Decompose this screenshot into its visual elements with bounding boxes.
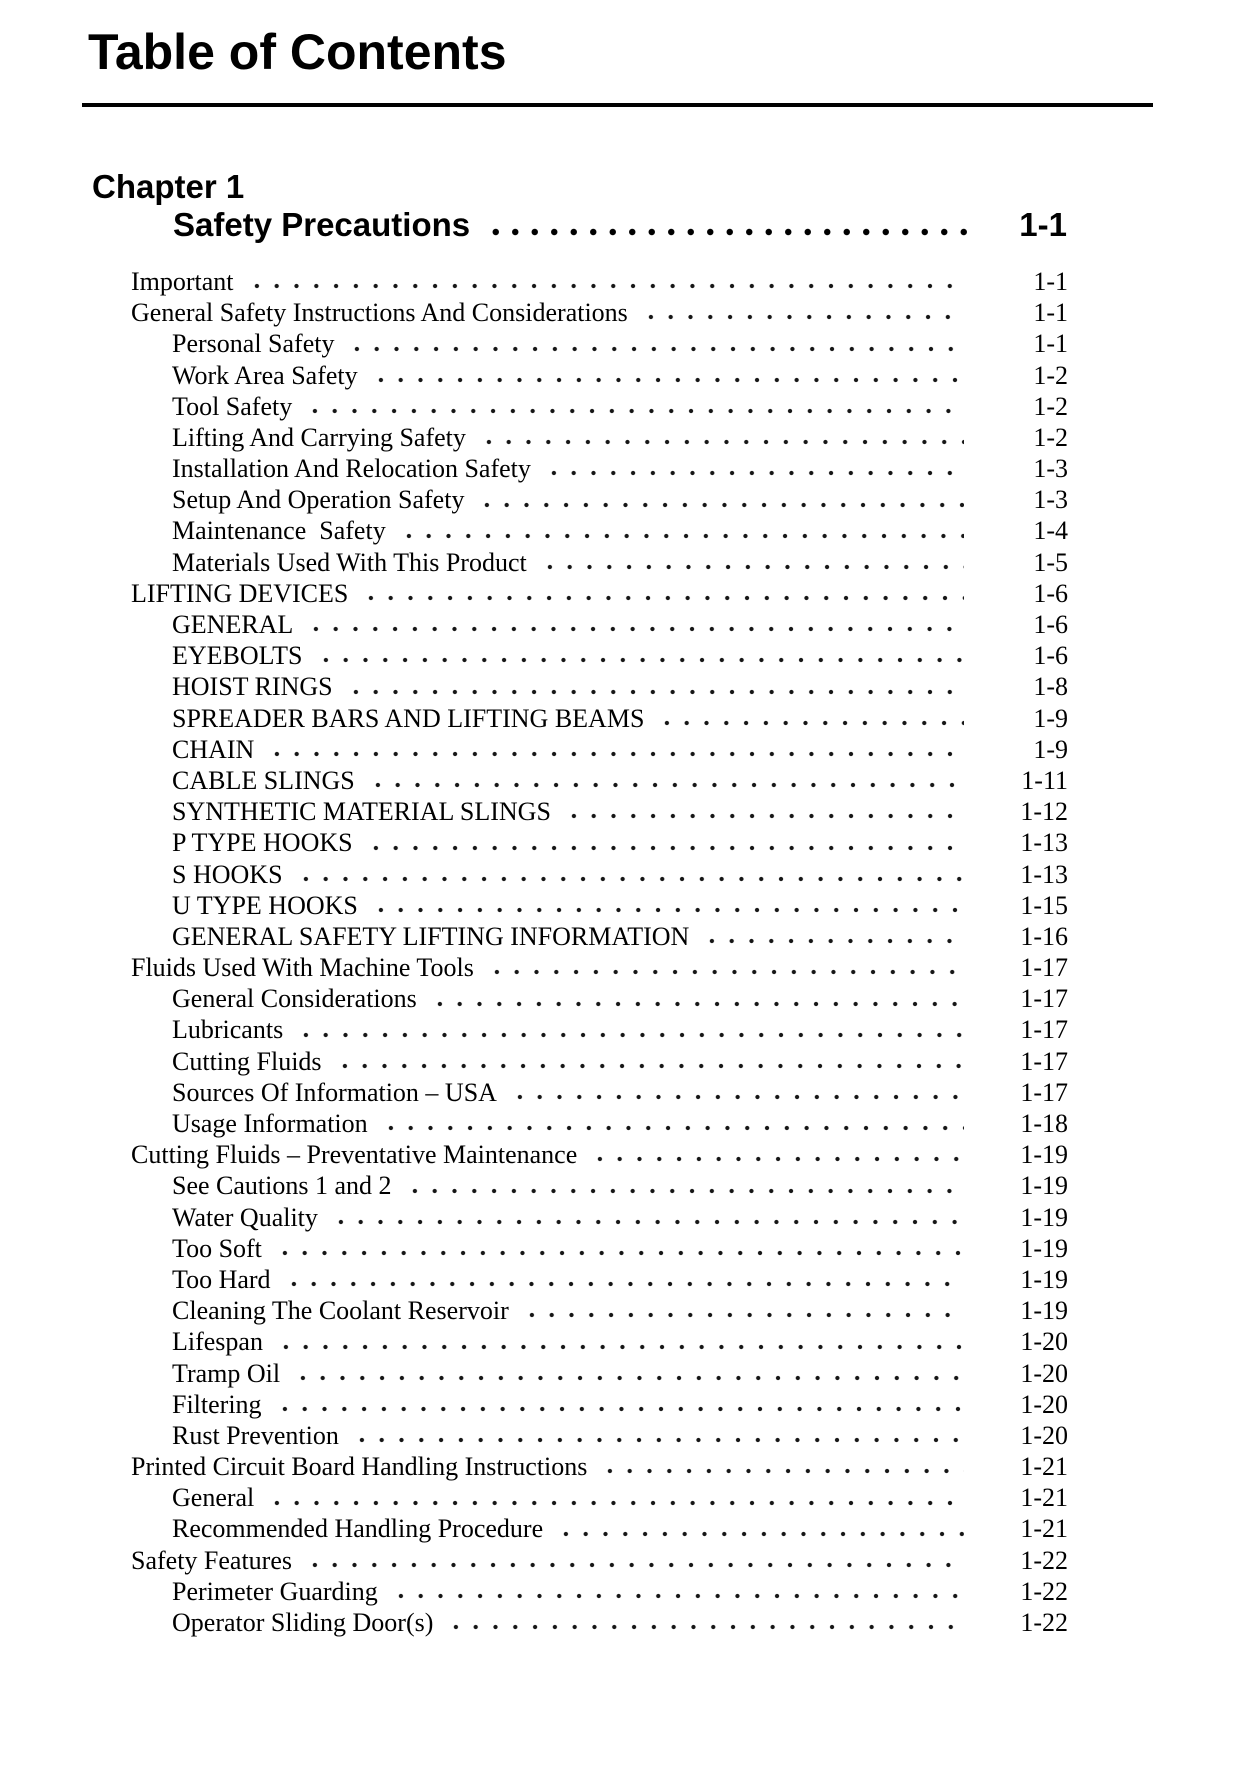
toc-row <box>131 578 1068 609</box>
toc-entry-page-number: 1-19 <box>1020 1233 1068 1263</box>
toc-entry-page-number: 1-15 <box>1020 890 1068 920</box>
toc-row <box>131 827 1068 858</box>
toc-entry-page-number: 1-22 <box>1020 1545 1068 1575</box>
toc-row <box>131 422 1068 453</box>
toc-entry-title: Recommended Handling Procedure <box>172 1514 544 1544</box>
toc-entry-title: Fluids Used With Machine Tools <box>131 953 474 983</box>
toc-entry-page-number: 1-18 <box>1020 1109 1068 1139</box>
toc-row <box>131 952 1068 983</box>
toc-entry-title: GENERAL SAFETY LIFTING INFORMATION <box>172 921 690 951</box>
dot-leader <box>510 1077 964 1108</box>
toc-entry-page-number: 1-19 <box>1020 1202 1068 1232</box>
toc-row <box>131 453 1068 484</box>
toc-row <box>131 1576 1068 1607</box>
toc-row <box>131 671 1068 702</box>
toc-row <box>131 1108 1068 1139</box>
dot-leader <box>347 328 964 359</box>
toc-entry-title: HOIST RINGS <box>172 672 333 702</box>
chapter-title: Safety Precautions <box>173 206 471 243</box>
toc-entry-title: GENERAL <box>172 610 294 640</box>
toc-entry-page-number: 1-11 <box>1021 765 1068 795</box>
dot-leader <box>267 734 964 765</box>
toc-row <box>131 640 1068 671</box>
toc-entry-page-number: 1-20 <box>1020 1420 1068 1450</box>
toc-row <box>131 1358 1068 1389</box>
toc-entry-page-number: 1-16 <box>1020 921 1068 951</box>
toc-row <box>131 1015 1068 1046</box>
toc-entry-title: Cleaning The Coolant Reservoir <box>172 1296 509 1326</box>
dot-leader <box>275 1233 964 1264</box>
dot-leader <box>275 1389 964 1420</box>
toc-row <box>131 1295 1068 1326</box>
toc-entry-title: Important <box>131 266 234 296</box>
dot-leader <box>305 391 964 422</box>
toc-entry-page-number: 1-21 <box>1020 1483 1068 1513</box>
dot-leader <box>590 1139 964 1170</box>
toc-entry-title: Operator Sliding Door(s) <box>172 1608 434 1638</box>
chapter-page-number: 1-1 <box>1019 206 1067 243</box>
toc-entry-page-number: 1-21 <box>1020 1452 1068 1482</box>
toc-row <box>131 266 1068 297</box>
dot-leader <box>486 204 977 246</box>
toc-entry-page-number: 1-17 <box>1020 953 1068 983</box>
toc-entry-page-number: 1-3 <box>1033 454 1068 484</box>
toc-entry-page-number: 1-19 <box>1020 1296 1068 1326</box>
toc-entry-page-number: 1-22 <box>1020 1576 1068 1606</box>
dot-leader <box>368 765 964 796</box>
toc-entry-title: See Cautions 1 and 2 <box>172 1171 392 1201</box>
dot-leader <box>296 1015 964 1046</box>
toc-entry-title: Lubricants <box>172 1015 284 1045</box>
toc-entry-page-number: 1-2 <box>1033 391 1068 421</box>
toc-row <box>131 1202 1068 1233</box>
toc-entry-page-number: 1-17 <box>1020 1046 1068 1076</box>
toc-entry-title: Too Hard <box>172 1264 271 1294</box>
dot-leader <box>405 1170 964 1201</box>
dot-leader <box>479 422 964 453</box>
dot-leader <box>276 1326 964 1357</box>
toc-row <box>131 921 1068 952</box>
dot-leader <box>381 1108 964 1139</box>
toc-entry-page-number: 1-1 <box>1033 298 1068 328</box>
toc-entry-title: Lifting And Carrying Safety <box>172 422 466 452</box>
toc-row <box>131 484 1068 515</box>
toc-row <box>131 1233 1068 1264</box>
toc-row <box>131 765 1068 796</box>
toc-entry-page-number: 1-9 <box>1033 734 1068 764</box>
toc-entry-title: Perimeter Guarding <box>172 1576 378 1606</box>
toc-entry-title: Lifespan <box>172 1327 263 1357</box>
dot-leader <box>540 547 964 578</box>
toc-row <box>131 1326 1068 1357</box>
toc-entry-page-number: 1-8 <box>1033 672 1068 702</box>
toc-entry-title: Too Soft <box>172 1233 262 1263</box>
dot-leader <box>306 609 964 640</box>
toc-entry-title: Materials Used With This Product <box>172 547 527 577</box>
toc-entry-page-number: 1-20 <box>1020 1358 1068 1388</box>
dot-leader <box>657 703 964 734</box>
toc-entry-title: SPREADER BARS AND LIFTING BEAMS <box>172 703 645 733</box>
toc-entry-page-number: 1-17 <box>1020 1015 1068 1045</box>
dot-leader <box>296 859 964 890</box>
toc-entry-title: General Safety Instructions And Considerations <box>131 298 628 328</box>
toc-row <box>131 859 1068 890</box>
toc-entry-page-number: 1-12 <box>1020 797 1068 827</box>
toc-entry-page-number: 1-19 <box>1020 1264 1068 1294</box>
toc-row <box>131 391 1068 422</box>
page-title: Table of Contents <box>88 24 507 80</box>
toc-entry-page-number: 1-5 <box>1033 547 1068 577</box>
dot-leader <box>487 952 964 983</box>
toc-row <box>131 1514 1068 1545</box>
toc-entry-page-number: 1-20 <box>1020 1327 1068 1357</box>
dot-leader <box>446 1607 964 1638</box>
toc-row <box>131 1389 1068 1420</box>
dot-leader <box>247 266 964 297</box>
toc-entry-title: Water Quality <box>172 1202 318 1232</box>
toc-row <box>131 1420 1068 1451</box>
toc-row <box>131 890 1068 921</box>
dot-leader <box>702 921 964 952</box>
toc-entry-title: SYNTHETIC MATERIAL SLINGS <box>172 797 551 827</box>
toc-row <box>131 734 1068 765</box>
toc-row <box>131 1607 1068 1638</box>
dot-leader <box>335 1046 964 1077</box>
toc-entry-title: Personal Safety <box>172 329 335 359</box>
dot-leader <box>600 1451 964 1482</box>
toc-row <box>131 1170 1068 1201</box>
toc-entry-page-number: 1-4 <box>1033 516 1068 546</box>
toc-entry-page-number: 1-6 <box>1033 641 1068 671</box>
toc-entry-title: Printed Circuit Board Handling Instructions <box>131 1452 588 1482</box>
toc-entry-title: Cutting Fluids <box>172 1046 322 1076</box>
toc-row <box>131 796 1068 827</box>
dot-leader <box>544 453 964 484</box>
toc-entry-title: General <box>172 1483 255 1513</box>
toc-list <box>131 266 1068 1638</box>
dot-leader <box>305 1545 964 1576</box>
toc-row <box>131 1046 1068 1077</box>
toc-entry-page-number: 1-13 <box>1020 828 1068 858</box>
dot-leader <box>366 827 964 858</box>
dot-leader <box>352 1420 964 1451</box>
toc-entry-title: EYEBOLTS <box>172 641 303 671</box>
dot-leader <box>399 516 964 547</box>
toc-entry-page-number: 1-6 <box>1033 610 1068 640</box>
toc-entry-title: CHAIN <box>172 734 255 764</box>
toc-entry-page-number: 1-1 <box>1033 266 1068 296</box>
toc-entry-title: U TYPE HOOKS <box>172 890 358 920</box>
dot-leader <box>267 1482 964 1513</box>
toc-entry-page-number: 1-17 <box>1020 1077 1068 1107</box>
toc-entry-title: Maintenance Safety <box>172 516 386 546</box>
toc-entry-page-number: 1-6 <box>1033 578 1068 608</box>
toc-row <box>131 516 1068 547</box>
dot-leader <box>371 890 964 921</box>
dot-leader <box>522 1295 964 1326</box>
toc-entry-title: Safety Features <box>131 1545 293 1575</box>
toc-entry-page-number: 1-20 <box>1020 1389 1068 1419</box>
toc-entry-page-number: 1-2 <box>1033 360 1068 390</box>
toc-entry-title: Filtering <box>172 1389 262 1419</box>
toc-entry-title: General Considerations <box>172 984 417 1014</box>
dot-leader <box>641 297 964 328</box>
toc-entry-title: Rust Prevention <box>172 1420 339 1450</box>
toc-entry-page-number: 1-2 <box>1033 422 1068 452</box>
dot-leader <box>316 640 965 671</box>
toc-entry-title: Usage Information <box>172 1109 368 1139</box>
toc-entry-page-number: 1-9 <box>1033 703 1068 733</box>
toc-entry-title: Cutting Fluids – Preventative Maintenance <box>131 1140 578 1170</box>
dot-leader <box>371 360 964 391</box>
toc-entry-page-number: 1-13 <box>1020 859 1068 889</box>
toc-entry-page-number: 1-22 <box>1020 1608 1068 1638</box>
toc-row <box>131 609 1068 640</box>
toc-entry-page-number: 1-21 <box>1020 1514 1068 1544</box>
toc-entry-title: Installation And Relocation Safety <box>172 454 531 484</box>
dot-leader <box>293 1358 964 1389</box>
toc-entry-title: CABLE SLINGS <box>172 765 355 795</box>
toc-entry-title: S HOOKS <box>172 859 283 889</box>
toc-row <box>131 703 1068 734</box>
toc-entry-title: Work Area Safety <box>172 360 358 390</box>
toc-entry-page-number: 1-17 <box>1020 984 1068 1014</box>
dot-leader <box>331 1202 964 1233</box>
toc-entry-title: Tool Safety <box>172 391 293 421</box>
toc-row <box>131 1545 1068 1576</box>
chapter-heading-row <box>173 204 1067 246</box>
toc-row <box>131 1451 1068 1482</box>
toc-entry-page-number: 1-19 <box>1020 1140 1068 1170</box>
dot-leader <box>477 484 964 515</box>
toc-entry-title: Sources Of Information – USA <box>172 1077 497 1107</box>
toc-row <box>131 360 1068 391</box>
dot-leader <box>391 1576 964 1607</box>
dot-leader <box>361 578 964 609</box>
toc-entry-page-number: 1-1 <box>1033 329 1068 359</box>
title-divider <box>82 103 1153 107</box>
chapter-label: Chapter 1 <box>92 168 245 205</box>
toc-row <box>131 1264 1068 1295</box>
toc-row <box>131 1482 1068 1513</box>
dot-leader <box>556 1514 964 1545</box>
toc-row <box>131 328 1068 359</box>
toc-entry-title: P TYPE HOOKS <box>172 828 353 858</box>
dot-leader <box>564 796 964 827</box>
toc-row <box>131 983 1068 1014</box>
toc-entry-page-number: 1-3 <box>1033 485 1068 515</box>
toc-row <box>131 297 1068 328</box>
dot-leader <box>284 1264 964 1295</box>
toc-row <box>131 547 1068 578</box>
toc-entry-title: LIFTING DEVICES <box>131 578 349 608</box>
toc-entry-page-number: 1-19 <box>1020 1171 1068 1201</box>
toc-entry-title: Tramp Oil <box>172 1358 281 1388</box>
toc-row <box>131 1139 1068 1170</box>
toc-row <box>131 1077 1068 1108</box>
dot-leader <box>346 671 964 702</box>
dot-leader <box>430 983 964 1014</box>
toc-entry-title: Setup And Operation Safety <box>172 485 465 515</box>
